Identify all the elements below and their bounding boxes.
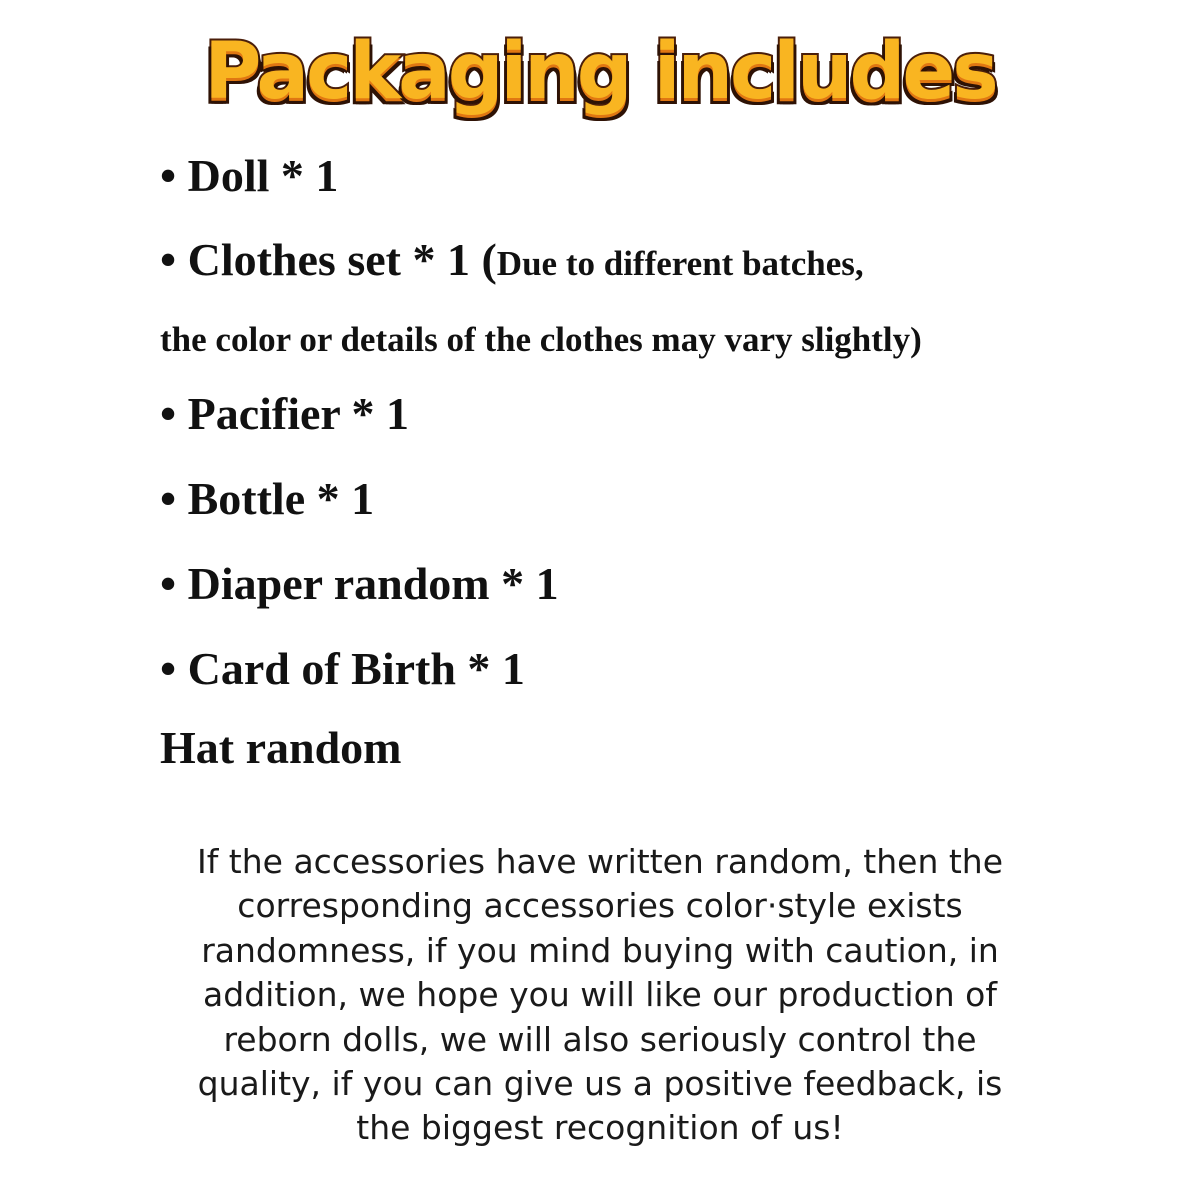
bullet: • [160, 473, 177, 524]
item-text: Doll * 1 [187, 150, 339, 201]
bullet: • [160, 388, 177, 439]
list-item-doll [160, 149, 338, 203]
notice-line: randomness, if you mind buying with caution, in [201, 930, 999, 970]
notice-line: If the accessories have written random, then the [196, 842, 1004, 881]
page-title: Packaging includes [204, 27, 996, 117]
item-note: Due to different batches, [496, 244, 864, 283]
list-item-birth-card [160, 642, 525, 696]
item-text: Pacifier * 1 [187, 388, 410, 439]
item-text: Card of Birth * 1 [187, 643, 525, 694]
list-item-pacifier [160, 387, 409, 441]
notice-line: reborn dolls, we will also seriously control the [223, 1019, 977, 1059]
notice-line: the biggest recognition of us! [356, 1108, 844, 1148]
notice-line: corresponding accessories color·style exists [237, 886, 963, 926]
item-text: Clothes set * 1 ( [187, 234, 497, 285]
bullet: • [160, 558, 177, 609]
list-item-bottle [160, 472, 374, 526]
bullet: • [160, 150, 177, 201]
list-item-diaper [160, 557, 559, 611]
item-note-continuation: the color or details of the clothes may vary slightly) [160, 320, 922, 359]
item-text: Diaper random * 1 [187, 558, 559, 609]
random-accessories-notice [140, 840, 1060, 1151]
notice-line: quality, if you can give us a positive feedback, is [197, 1064, 1003, 1104]
notice-line: addition, we hope you will like our production of [203, 975, 997, 1015]
list-item-clothes-set [160, 233, 864, 291]
bullet: • [160, 643, 177, 694]
item-text: Hat random [160, 722, 402, 773]
bullet: • [160, 234, 177, 285]
item-text: Bottle * 1 [187, 473, 375, 524]
list-item-hat [160, 721, 402, 775]
